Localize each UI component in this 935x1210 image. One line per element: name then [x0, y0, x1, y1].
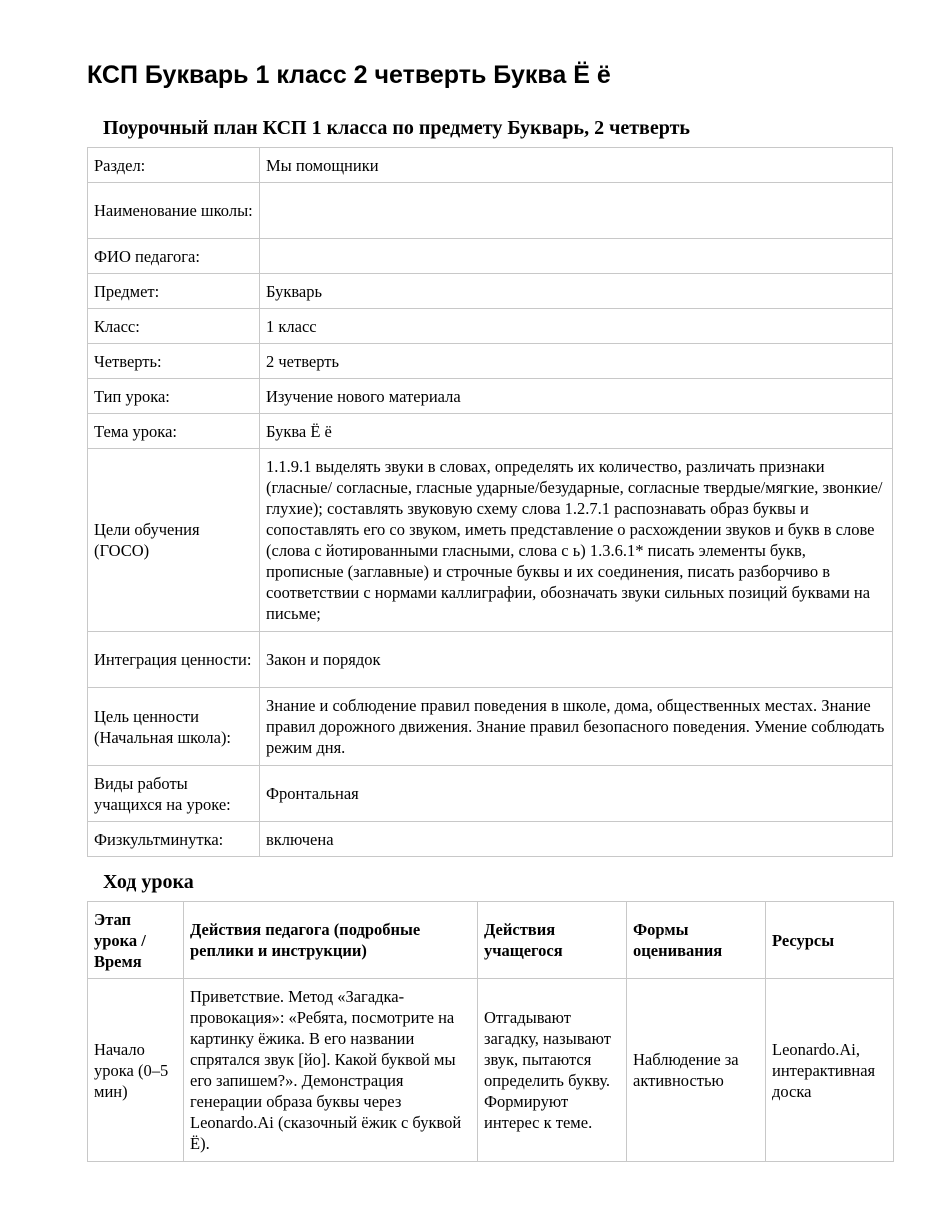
info-label: Класс:: [88, 309, 260, 344]
info-row-lesson-type: [88, 379, 893, 414]
info-row-topic: [88, 414, 893, 449]
info-value: Знание и соблюдение правил поведения в школе, дома, общественных местах. Знание правил дорожного движения. Знание правил безопасного поведения. Умение соблюдать режим дня.: [260, 688, 893, 766]
info-value: Буква Ё ё: [260, 414, 893, 449]
info-label: Наименование школы:: [88, 183, 260, 239]
info-row-physical-break: [88, 822, 893, 857]
info-row-learning-goals: [88, 449, 893, 632]
stage-cell: Начало урока (0–5 мин): [88, 979, 184, 1162]
info-label: Интеграция ценности:: [88, 632, 260, 688]
info-row-value-integration: [88, 632, 893, 688]
column-header-student-actions: Действия учащегося: [478, 902, 627, 979]
column-header-stage: Этап урока / Время: [88, 902, 184, 979]
info-label: Предмет:: [88, 274, 260, 309]
info-label: Цели обучения (ГОСО): [88, 449, 260, 632]
info-value: [260, 239, 893, 274]
info-value: Изучение нового материала: [260, 379, 893, 414]
info-label: Раздел:: [88, 148, 260, 183]
resources-cell: Leonardo.Ai, интерактивная доска: [766, 979, 894, 1162]
lesson-course-table: [87, 901, 894, 1162]
teacher-actions-cell: Приветствие. Метод «Загадка-провокация»: «Ребята, посмотрите на картинку ёжика. В его названии спрятался звук [йо]. Какой буквой мы его запишем?». Демонстрация генерации образа буквы через Leonardo.Ai (сказочный ёжик с буквой Ё).: [184, 979, 478, 1162]
column-header-resources: Ресурсы: [766, 902, 894, 979]
info-row-school: [88, 183, 893, 239]
info-value: 2 четверть: [260, 344, 893, 379]
info-value: [260, 183, 893, 239]
column-header-teacher-actions: Действия педагога (подробные реплики и инструкции): [184, 902, 478, 979]
assessment-cell: Наблюдение за активностью: [627, 979, 766, 1162]
info-value: включена: [260, 822, 893, 857]
info-row-value-goal: [88, 688, 893, 766]
info-row-class: [88, 309, 893, 344]
plan-heading: Поурочный план КСП 1 класса по предмету Букварь, 2 четверть: [103, 117, 690, 139]
table-row: [88, 979, 894, 1162]
page-title: КСП Букварь 1 класс 2 четверть Буква Ё ё: [87, 61, 611, 89]
info-label: Виды работы учащихся на уроке:: [88, 766, 260, 822]
info-row-work-types: [88, 766, 893, 822]
info-label: Цель ценности (Начальная школа):: [88, 688, 260, 766]
lesson-info-table: [87, 147, 893, 857]
course-heading: Ход урока: [103, 871, 194, 893]
info-row-subject: [88, 274, 893, 309]
lesson-table-header-row: [88, 902, 894, 979]
info-value: Закон и порядок: [260, 632, 893, 688]
info-label: Тип урока:: [88, 379, 260, 414]
info-value: 1 класс: [260, 309, 893, 344]
info-label: Физкультминутка:: [88, 822, 260, 857]
info-label: Четверть:: [88, 344, 260, 379]
info-value: Фронтальная: [260, 766, 893, 822]
student-actions-cell: Отгадывают загадку, называют звук, пытаются определить букву. Формируют интерес к теме.: [478, 979, 627, 1162]
info-label: ФИО педагога:: [88, 239, 260, 274]
info-value: 1.1.9.1 выделять звуки в словах, определять их количество, различать признаки (гласные/ согласные, гласные ударные/безударные, согласные твердые/мягкие, звонкие/глухие); составлять звуковую схему слова 1.2.7.1 распознавать образ буквы и сопоставлять его со звуком, иметь представление о расхождении звуков и букв в слове (слова с йотированными гласными, слова с ь) 1.3.6.1* писать элементы букв, прописные (заглавные) и строчные буквы и их соединения, писать разборчиво в соответствии с нормами каллиграфии, обозначать звуки сильных позиций буквами на письме;: [260, 449, 893, 632]
column-header-assessment: Формы оценивания: [627, 902, 766, 979]
info-value: Букварь: [260, 274, 893, 309]
info-value: Мы помощники: [260, 148, 893, 183]
info-row-quarter: [88, 344, 893, 379]
info-row-teacher: [88, 239, 893, 274]
info-label: Тема урока:: [88, 414, 260, 449]
info-row-section: [88, 148, 893, 183]
